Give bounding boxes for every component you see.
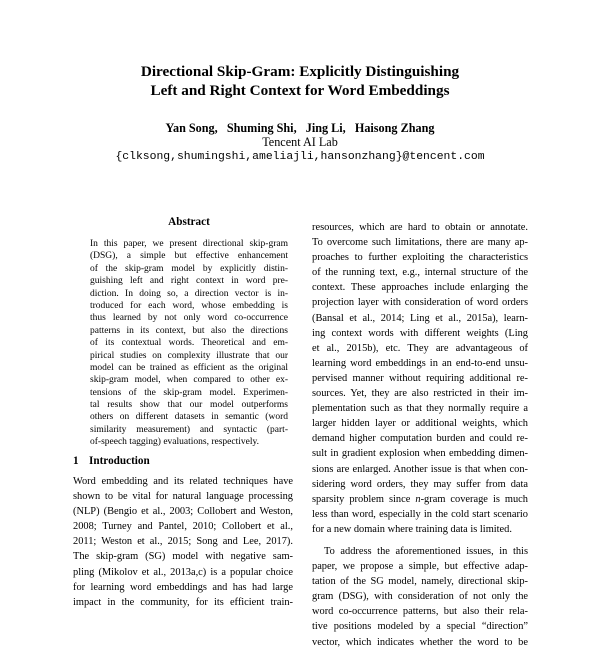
right-column-line: projection layer with consideration of word orders <box>312 297 528 309</box>
abstract-line: of-speech tagging) evaluations, respectively. <box>90 437 260 448</box>
section-number: 1 <box>73 455 79 467</box>
right-column-line: word co-occurrence patterns, but also their rela- <box>312 606 528 618</box>
right-column-line: To address the aforementioned issues, in this <box>324 545 528 557</box>
right-column-line: pervised manner without requiring additional re- <box>312 372 528 384</box>
abstract-line: tensions of the skip-gram model. Experimen- <box>90 387 288 398</box>
abstract-line: troduced for each word, whose embedding is <box>90 300 288 311</box>
abstract-line: skip-gram model, when compared to other ex- <box>90 375 288 386</box>
abstract-line: of its contextual words. Theoretical and em- <box>90 338 288 349</box>
author-emails: {clksong,shumingshi,ameliajli,hansonzhang}@tencent.com <box>115 151 485 163</box>
right-column-line: of the running text, e.g., internal structure of the <box>312 267 528 279</box>
abstract-heading: Abstract <box>168 216 210 228</box>
right-column-line: for a new domain where training data is limited. <box>312 523 512 535</box>
abstract-line: pirical studies on complexity illustrate that our <box>90 350 288 361</box>
right-column-line: less than word, especially in the cold start scenario <box>312 508 528 520</box>
affiliation: Tencent AI Lab <box>262 135 338 149</box>
abstract-line: model can be trained as efficient as the original <box>90 362 288 373</box>
right-column-line: ing context words with different weights (Ling <box>312 327 528 339</box>
abstract-line: In this paper, we present directional skip-gram <box>90 239 288 249</box>
paragraph-2 <box>312 544 528 650</box>
right-column-line: learning word embeddings in an end-to-end unsu- <box>312 357 528 369</box>
introduction-line: 2008; Turney and Pantel, 2010; Collobert et al., <box>73 521 293 533</box>
right-column-line: sources. Yet, they are also restricted in their im- <box>312 388 528 400</box>
right-column-line: plementation such as that they normally require a <box>312 403 528 415</box>
abstract-line: similarity measurement) and syntactic (part- <box>90 424 288 435</box>
introduction-line: impact in the community, for its efficient train- <box>73 596 293 608</box>
abstract-line: (DSG), a simple but effective enhancement <box>90 251 288 262</box>
right-column-line: larger hidden layer or additional weights, which <box>312 418 528 430</box>
abstract-line: of the skip-gram model by explicitly distin- <box>90 263 288 274</box>
introduction-line: for learning word embeddings and has had large <box>73 581 293 593</box>
paper-title <box>0 62 600 100</box>
right-column-line: tive positions modeled by a special “direction” <box>312 621 528 633</box>
right-column-body <box>312 220 528 650</box>
right-column-line: proaches to further exploiting the characteristics <box>312 252 528 264</box>
right-column-line: To overcome such limitations, there are many ap- <box>312 237 528 249</box>
right-column-line: paper, we propose a simple, but effective adap- <box>312 561 528 573</box>
right-column-line: resources, which are hard to obtain or annotate. <box>312 222 528 233</box>
introduction-line: shown to be vital for natural language processing <box>73 491 293 503</box>
introduction-body <box>73 474 293 610</box>
abstract-line: diction. In doing so, a direction vector is in- <box>90 288 288 299</box>
introduction-line: Word embedding and its related techniques have <box>73 476 293 487</box>
abstract-line: tal results show that our model outperforms <box>90 400 288 411</box>
right-column-line: demand higher computation burden and could re- <box>312 433 528 445</box>
right-column-line: (Bansal et al., 2014; Ling et al., 2015a), learn- <box>312 312 528 324</box>
right-column-line: context. These approaches include enlarging the <box>312 282 528 294</box>
introduction-line: 2011; Weston et al., 2015; Song and Lee, 2017). <box>73 536 293 548</box>
title-line-2: Left and Right Context for Word Embeddings <box>150 82 450 99</box>
author-list: Yan Song, Shuming Shi, Jing Li, Haisong Zhang <box>165 121 435 135</box>
introduction-line: pling (Mikolov et al., 2013a,c) is a popular choice <box>73 566 293 578</box>
section-heading-introduction <box>73 454 150 468</box>
abstract-line: patterns in its context, but also the directions <box>90 325 288 336</box>
paragraph-gap <box>312 537 528 544</box>
abstract-line: guishing left and right context in word pre- <box>90 276 288 287</box>
paragraph-1 <box>312 220 528 537</box>
right-column-line: sidering word orders, they may suffer from data <box>312 478 528 490</box>
abstract-body <box>90 238 288 449</box>
title-line-1: Directional Skip-Gram: Explicitly Distinguishing <box>140 63 460 80</box>
right-column-line: et al., 2015b), etc. They are advantageous of <box>312 342 528 354</box>
right-column-line: sions are enlarged. Another issue is that when con- <box>312 463 528 475</box>
introduction-line: (NLP) (Bengio et al., 2003; Collobert and Weston, <box>73 506 293 518</box>
introduction-line: The skip-gram (SG) model with negative sam- <box>73 551 293 563</box>
abstract-line: thus learned by not only word co-occurrence <box>90 313 288 324</box>
abstract-line: others on different datasets in semantic (word <box>90 412 288 423</box>
right-column-line: vector, which indicates whether the word to be <box>312 636 528 648</box>
right-column-line: gram (DSG), with consideration of not only the <box>312 591 528 603</box>
section-title: Introduction <box>89 455 150 467</box>
right-column-line: tation of the SG model, namely, directional skip- <box>312 576 528 588</box>
right-column-line: sparsity problem since n-gram coverage is much <box>312 493 528 505</box>
right-column-line: sult in gradient explosion when embedding dimen- <box>312 448 528 460</box>
